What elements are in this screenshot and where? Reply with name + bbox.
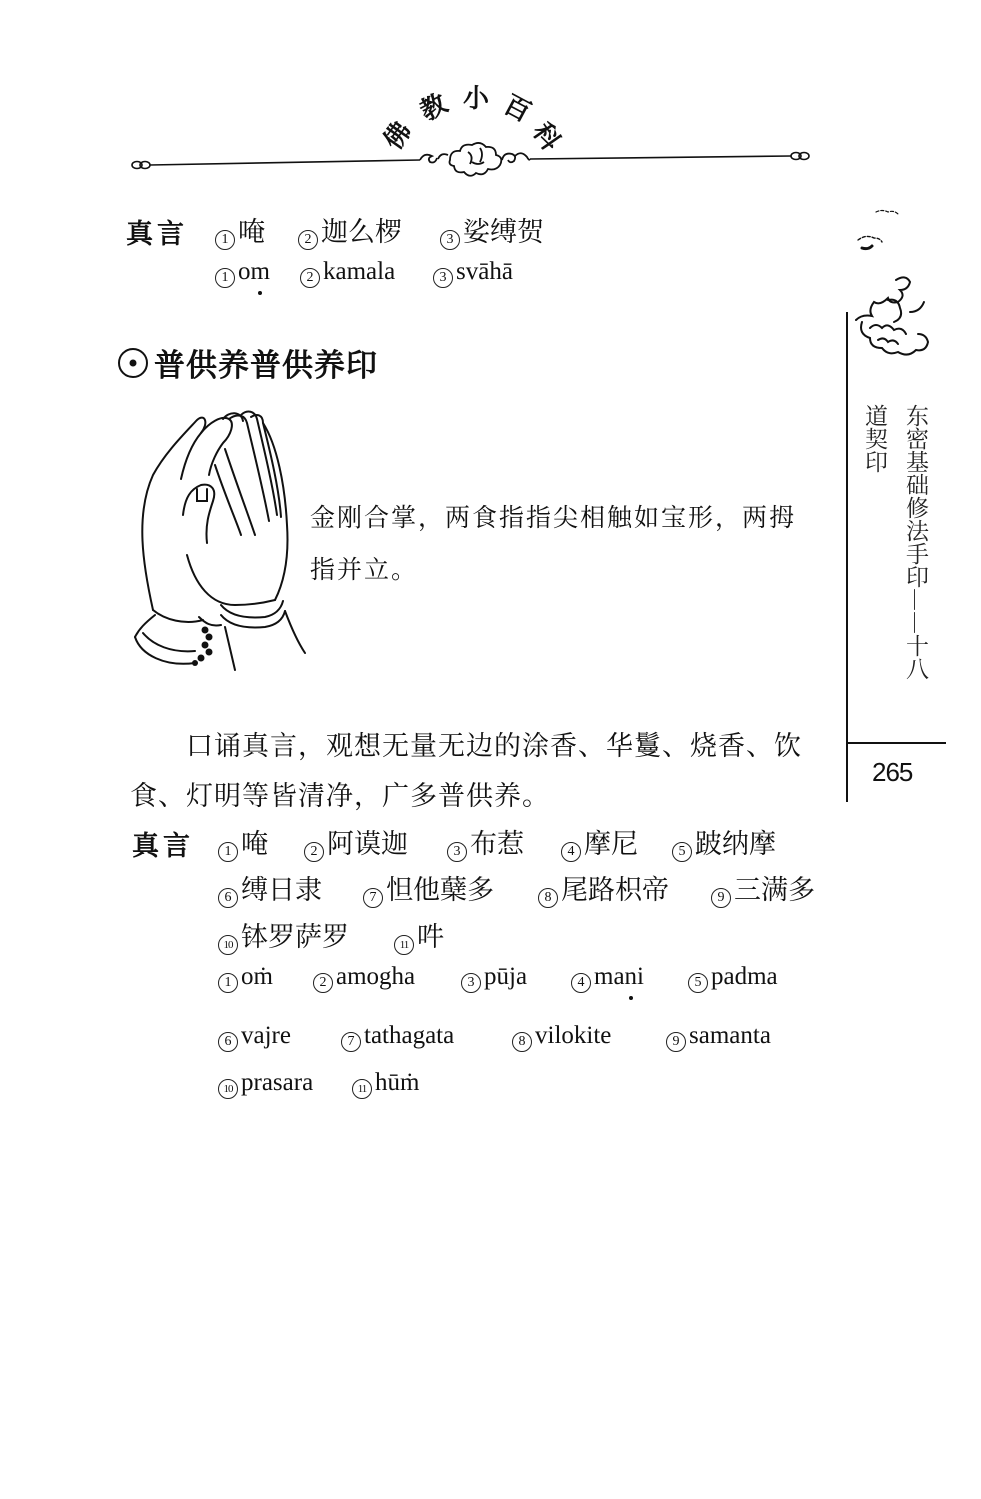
mantra2-sa-item-1 (218, 963, 273, 991)
circled-number: 1 (215, 230, 235, 250)
mantra-label: 真言 (126, 219, 188, 250)
circled-number: 2 (313, 973, 333, 993)
mantra2-sa-item-5 (688, 963, 778, 991)
circled-number: 4 (561, 842, 581, 862)
circled-number: 1 (215, 268, 235, 288)
paragraph-line-2: 食、灯明等皆清净，广多普供养。 (130, 781, 550, 812)
mantra2-sa-item-4 (571, 963, 644, 991)
sidebar-vertical-rule (846, 312, 848, 802)
circled-number: 11 (394, 935, 414, 955)
mantra-romanization: om (238, 258, 270, 285)
mantra2-cn-item-9 (711, 868, 815, 907)
circled-number: 2 (304, 842, 324, 862)
body-paragraph (130, 722, 802, 822)
mantra2-cn-item-6 (218, 868, 322, 907)
dotted-letter: m (250, 258, 270, 285)
circled-number: 8 (538, 888, 558, 908)
circled-number: 3 (447, 842, 467, 862)
mantra-romanization: pūja (484, 963, 528, 990)
mantra2-sa-item-11 (352, 1069, 419, 1097)
mantra2-cn-item-4 (561, 822, 638, 861)
mantra-romanization: mani (594, 963, 644, 990)
mantra1-sa-item-2 (300, 258, 395, 286)
mantra2-cn-item-7 (363, 868, 494, 907)
mantra2-sa-item-9 (666, 1022, 771, 1050)
mantra-syllable: 钵罗萨罗 (241, 922, 349, 953)
mantra2-cn-item-8 (538, 868, 669, 907)
mantra1-cn-item-2 (298, 210, 402, 249)
mantra-label: 真言 (132, 831, 194, 862)
mantra-syllable: 缚日隶 (241, 875, 322, 906)
header-ornament-rule (120, 140, 820, 185)
header-char-3: 小 (463, 84, 490, 114)
mantra-romanization: padma (711, 963, 778, 990)
mantra2-sa-item-10 (218, 1069, 313, 1097)
mantra-syllable: 布惹 (470, 829, 524, 860)
mantra2-sa-item-7 (341, 1022, 454, 1050)
mantra-romanization: vajre (241, 1022, 291, 1049)
mantra1-sa-item-3 (433, 258, 513, 286)
mantra-syllable: 娑缚贺 (463, 217, 544, 248)
circled-number: 10 (218, 935, 238, 955)
circled-number: 3 (461, 973, 481, 993)
mantra2-sa-item-6 (218, 1022, 291, 1050)
page-number: 265 (872, 757, 913, 787)
mantra-romanization: tathagata (364, 1022, 455, 1049)
mantra2-cn-item-10 (218, 915, 349, 954)
mantra-syllable: 阿谟迦 (327, 829, 408, 860)
circled-number: 2 (298, 230, 318, 250)
mantra2-cn-item-3 (447, 822, 524, 861)
mudra-description (310, 492, 796, 596)
mantra-syllable: 怛他蘖多 (386, 875, 494, 906)
circled-number: 5 (672, 842, 692, 862)
mantra-romanization: svāhā (456, 258, 513, 285)
mantra-romanization: kamala (323, 258, 396, 285)
mantra-syllable: 三满多 (734, 875, 815, 906)
mantra-syllable: 尾路枳帝 (561, 875, 669, 906)
mantra2-sa-item-2 (313, 963, 415, 991)
circled-number: 10 (218, 1079, 238, 1099)
cloud-ornament-icon (848, 200, 938, 370)
mantra-romanization: amogha (336, 963, 416, 990)
circled-number: 11 (352, 1079, 372, 1099)
description-line-1: 金刚合掌，两食指指尖相触如宝形，两拇 (310, 503, 797, 532)
mantra2-cn-item-5 (672, 822, 776, 861)
header-char-5: 科 (526, 117, 566, 157)
mantra2-sa-item-3 (461, 963, 527, 991)
circled-number: 4 (571, 973, 591, 993)
circled-number: 8 (512, 1032, 532, 1052)
section-heading (118, 340, 378, 385)
mantra-romanization: samanta (689, 1022, 771, 1049)
sidebar-horizontal-rule (846, 742, 946, 744)
mantra-romanization: vilokite (535, 1022, 612, 1049)
mantra1-cn-item-1 (215, 210, 265, 249)
mantra-syllable: 唵 (238, 217, 265, 248)
target-icon (118, 348, 148, 378)
circled-number: 9 (666, 1032, 686, 1052)
mantra-romanization: oṁ (241, 963, 273, 990)
circled-number: 1 (218, 842, 238, 862)
mantra-romanization: hūṁ (375, 1069, 420, 1096)
mantra2-sa-item-8 (512, 1022, 611, 1050)
mantra-syllable: 吽 (417, 922, 444, 953)
hands-in-gassho-illustration (125, 405, 315, 675)
circled-number: 7 (341, 1032, 361, 1052)
mantra2-cn-item-1 (218, 822, 268, 861)
mantra-syllable: 跛纳摩 (695, 829, 776, 860)
header-char-4: 百 (498, 89, 536, 129)
mantra1-cn-item-3 (440, 210, 544, 249)
circled-number: 6 (218, 888, 238, 908)
header-char-2: 教 (415, 88, 453, 128)
circled-number: 2 (300, 268, 320, 288)
dotted-letter: n (624, 963, 638, 990)
circled-number: 3 (440, 230, 460, 250)
chapter-title-column-1: 东密基础修法手印——十八 (902, 404, 928, 680)
circled-number: 9 (711, 888, 731, 908)
header-char-1: 佛 (378, 116, 418, 156)
circled-number: 1 (218, 973, 238, 993)
circled-number: 6 (218, 1032, 238, 1052)
mantra1-sa-item-1 (215, 258, 270, 286)
paragraph-line-1: 口诵真言，观想无量无边的涂香、华鬘、烧香、饮 (186, 731, 802, 762)
mantra-romanization: prasara (241, 1069, 314, 1096)
mantra2-cn-item-11 (394, 915, 444, 954)
circled-number: 3 (433, 268, 453, 288)
circled-number: 7 (363, 888, 383, 908)
chapter-title-column-2: 道契印 (861, 404, 887, 473)
mantra-syllable: 迦么椤 (321, 217, 402, 248)
circled-number: 5 (688, 973, 708, 993)
mantra-syllable: 唵 (241, 829, 268, 860)
description-line-2: 指并立。 (310, 555, 419, 584)
section-title: 普供养普供养印 (154, 348, 378, 384)
mantra-syllable: 摩尼 (584, 829, 638, 860)
mantra2-cn-item-2 (304, 822, 408, 861)
